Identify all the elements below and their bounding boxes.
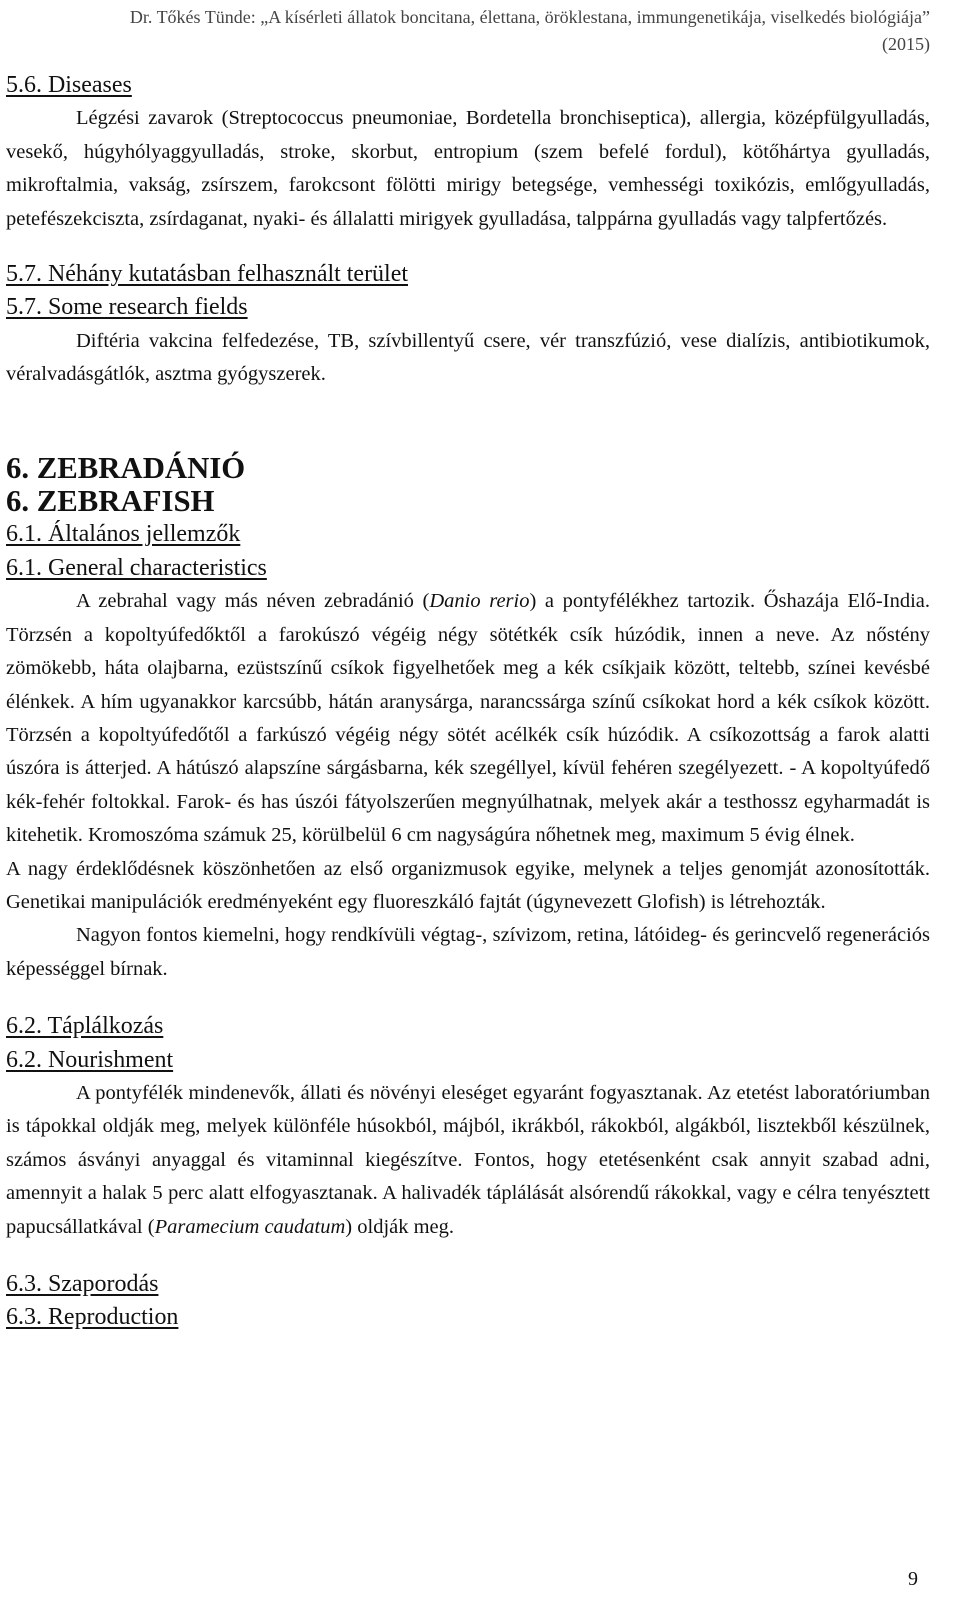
species-name-italic: Danio rerio bbox=[429, 590, 530, 613]
paragraph-nourishment bbox=[6, 1077, 930, 1244]
text-run: ) a pontyfélékhez tartozik. Őshazája Elő-India. Törzsén a kopoltyúfedőktől a farokúszó végéig négy sötétkék csík húzódik, innen a neve. Az nőstény zömökebb, háta olajbarna, ezüstszínű csíkok figyelhetőek meg a kék csíkjaik között, teltebb, színei kevésbé élénkek. A hím ugyanakkor karcsúbb, hátán aranysárga, narancssárga színű csíkokat hord a kék csíkok között. Törzsén a kopoltyúfedőtől a farkúszó végéig négy sötét acélkék csík húzódik. A csíkozottság a farok alatti úszóra is átterjed. A hátúszó alapszíne sárgásbarna, kék szegéllyel, kívül fehéren szegélyezett. - A kopoltyúfedő kék-fehér foltokkal. Farok- és has úszói fátyolszerűen megnyúlhatnak, melyek akár a testhossz egyharmadát is kitehetik. Kromoszóma számuk 25, körülbelül 6 cm nagyságúra nőhetnek meg, maximum 5 évig élnek. bbox=[6, 590, 930, 847]
section-heading-5-7-hu: 5.7. Néhány kutatásban felhasznált terület bbox=[6, 261, 408, 288]
section-heading-6-1-en: 6.1. General characteristics bbox=[6, 554, 267, 581]
running-header-title: Dr. Tőkés Tünde: „A kísérleti állatok boncitana, élettana, öröklestana, immungenetikája, viselkedés biológiája” bbox=[129, 7, 930, 27]
section-heading-6-3-en: 6.3. Reproduction bbox=[6, 1304, 179, 1331]
section-heading-6-3-hu: 6.3. Szaporodás bbox=[6, 1271, 159, 1297]
paragraph-regeneration: Nagyon fontos kiemelni, hogy rendkívüli végtag-, szívizom, retina, látóideg- és gerincvelő regenerációs képességgel bírnak. bbox=[6, 924, 930, 980]
section-heading-6-2-en: 6.2. Nourishment bbox=[6, 1046, 174, 1073]
text-run: ) oldják meg. bbox=[345, 1215, 455, 1238]
page-number: 9 bbox=[908, 1568, 918, 1590]
section-heading-6-1-hu: 6.1. Általános jellemzők bbox=[6, 521, 241, 548]
chapter-heading-6-en: 6. ZEBRAFISH bbox=[6, 484, 215, 519]
section-heading-5-6: 5.6. Diseases bbox=[6, 72, 132, 98]
section-heading-6-2-hu: 6.2. Táplálkozás bbox=[6, 1013, 164, 1040]
chapter-heading-6-hu: 6. ZEBRADÁNIÓ bbox=[6, 450, 246, 485]
paragraph-general-characteristics bbox=[6, 585, 930, 852]
text-run: A pontyfélék mindenevők, állati és növényi eleséget egyaránt fogyasztanak. Az etetést laboratóriumban is tápokkal oldják meg, melyek különféle húsokból, májból, ikrákból, rákokból, algákból, lisztekből készülnek, számos ásványi anyaggal és vitaminnal kiegészítve. Fontos, hogy etetésenként csak annyit szabad adni, amennyit a halak 5 perc alatt elfogyasztanak. A halivadék táplálását alsórendű rákokkal, vagy e célra tenyésztett papucsállatkával ( bbox=[6, 1081, 930, 1238]
paragraph-research-fields: Diftéria vakcina felfedezése, TB, szívbillentyű csere, vér transzfúzió, vese dialízis, antibiotikumok, véralvadásgátlók, asztma gyógyszerek. bbox=[6, 329, 930, 386]
running-header bbox=[0, 4, 930, 58]
running-header-year: (2015) bbox=[882, 34, 930, 54]
section-heading-5-7-en: 5.7. Some research fields bbox=[6, 294, 248, 321]
species-name-italic: Paramecium caudatum bbox=[154, 1215, 346, 1238]
paragraph-diseases: Légzési zavarok (Streptococcus pneumoniae, Bordetella bronchiseptica), allergia, középfülgyulladás, vesekő, húgyhólyaggyulladás, stroke, skorbut, entropium (szem befelé fordul), kötőhártya gyulladás, mikroftalmia, vakság, zsírszem, farokcsont fölötti mirigy betegsége, vemhességi toxikózis, emlőgyulladás, petefészekciszta, zsírdaganat, nyaki- és állalatti mirigyek gyulladása, talppárna gyulladás vagy talpfertőzés. bbox=[6, 107, 930, 230]
text-run: A zebrahal vagy más néven zebradánió ( bbox=[76, 590, 430, 613]
paragraph-genome: A nagy érdeklődésnek köszönhetően az első organizmusok egyike, melynek a teljes genomját azonosították. Genetikai manipulációk eredményeként egy fluoreszkáló fajtát (úgynevezett Glofish) is létrehozták. bbox=[6, 857, 930, 913]
document-body bbox=[6, 69, 930, 1335]
